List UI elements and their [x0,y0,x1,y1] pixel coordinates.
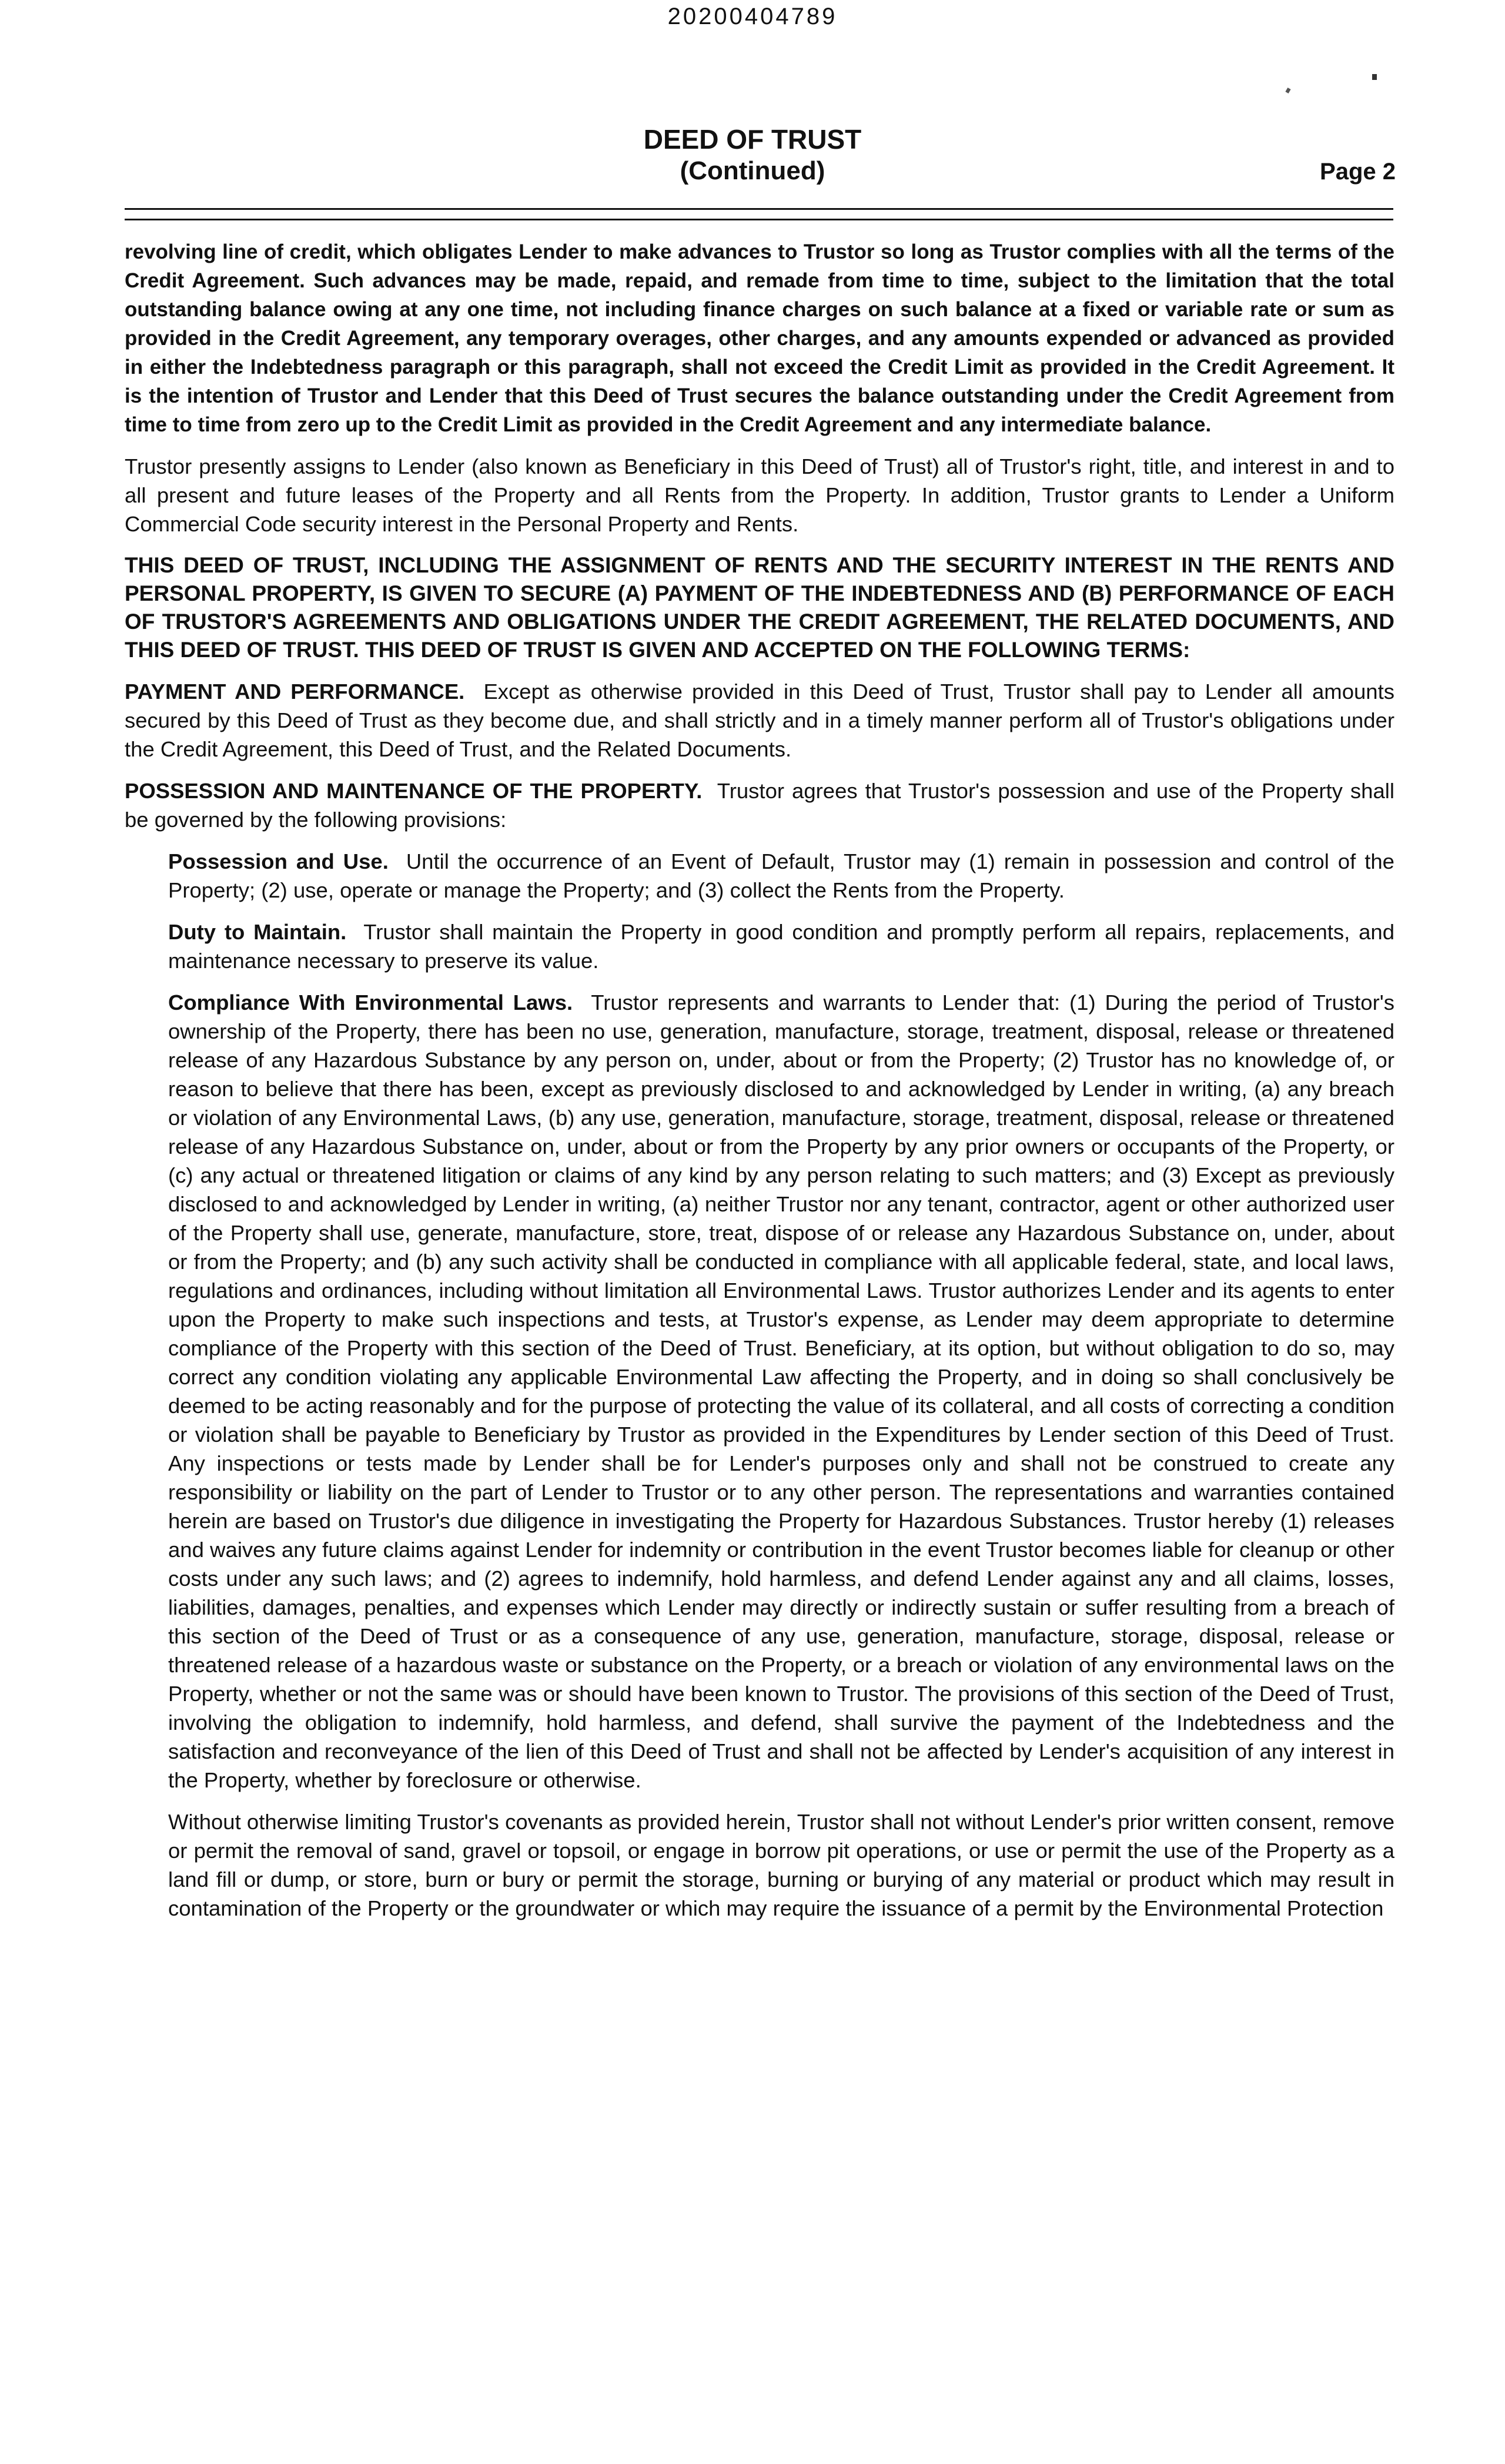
paragraph-duty-maintain [168,918,1394,975]
paragraph-payment-performance [125,677,1394,764]
paragraph-credit-line: revolving line of credit, which obligates Lender to make advances to Trustor so long as Trustor complies with all the terms of the Credit Agreement. Such advances may be made, repaid, and remade from time to time, subject to the limitation that the total outstanding balance owing at any one time, not including finance charges on such balance at a fixed or variable rate or sum as provided in the Credit Agreement, any temporary overages, other charges, and any amounts expended or advanced as provided in either the Indebtedness paragraph or this paragraph, shall not exceed the Credit Limit as provided in the Credit Agreement. It is the intention of Trustor and Lender that this Deed of Trust secures the balance outstanding under the Credit Agreement from time to time from zero up to the Credit Limit as provided in the Credit Agreement and any intermediate balance. [125,240,1394,436]
document-number: 20200404789 [667,4,838,29]
paragraph-security-statement: THIS DEED OF TRUST, INCLUDING THE ASSIGNMENT OF RENTS AND THE SECURITY INTEREST IN THE RENTS AND PERSONAL PROPERTY, IS GIVEN TO SECURE (A) PAYMENT OF THE INDEBTEDNESS AND (B) PERFORMANCE OF EACH OF TRUSTOR'S AGREEMENTS AND OBLIGATIONS UNDER THE CREDIT AGREEMENT, THE RELATED DOCUMENTS, AND THIS DEED OF TRUST. THIS DEED OF TRUST IS GIVEN AND ACCEPTED ON THE FOLLOWING TERMS: [125,553,1394,662]
paragraph-possession-maintenance [125,776,1394,834]
subsection-body: Trustor represents and warrants to Lender that: (1) During the period of Trustor's ownership of the Property, there has been no use, generation, manufacture, storage, treatment, disposal, release or threatened release of any Hazardous Substance by any person on, under, about or from the Property; (2) Trustor has no knowledge of, or reason to believe that there has been, except as previously disclosed to and acknowledged by Lender in writing, (a) any breach or violation of any Environmental Laws, (b) any use, generation, manufacture, storage, treatment, disposal, release or threatened release of any Hazardous Substance on, under, about or from the Property by any prior owners or occupants of the Property, or (c) any actual or threatened litigation or claims of any kind by any person relating to such matters; and (3) Except as previously disclosed to and acknowledged by Lender in writing, (a) neither Trustor nor any tenant, contractor, agent or other authorized user of the Property shall use, generate, manufacture, store, treat, dispose of or release any Hazardous Substance on, under, about or from the Property; and (b) any such activity shall be conducted in compliance with all applicable federal, state, and local laws, regulations and ordinances, including without limitation all Environmental Laws. Trustor authorizes Lender and its agents to enter upon the Property to make such inspections and tests, at Trustor's expense, as Lender may deem appropriate to determine compliance of the Property with this section of the Deed of Trust. Beneficiary, at its option, but without obligation to do so, may correct any condition violating any applicable Environmental Law affecting the Property, and in doing so shall conclusively be deemed to be acting reasonably and for the purpose of protecting the value of its collateral, and all costs of correcting a condition or violation shall be payable to Beneficiary by Trustor as provided in the Expenditures by Lender section of this Deed of Trust. Any inspections or tests made by Lender shall be for Lender's purposes only and shall not be construed to create any responsibility or liability on the part of Lender to Trustor or to any other person. The representations and warranties contained herein are based on Trustor's due diligence in investigating the Property for Hazardous Substances. Trustor hereby (1) releases and waives any future claims against Lender for indemnity or contribution in the event Trustor becomes liable for cleanup or other costs under any such laws; and (2) agrees to indemnify, hold harmless, and defend Lender against any and all claims, losses, liabilities, damages, penalties, and expenses which Lender may directly or indirectly sustain or suffer resulting from a breach of this section of the Deed of Trust or as a consequence of any use, generation, manufacture, storage, disposal, release or threatened release of a hazardous waste or substance on the Property, or a breach or violation of any environmental laws on the Property, whether or not the same was or should have been known to Trustor. The provisions of this section of the Deed of Trust, involving the obligation to indemnify, hold harmless, and defend, shall survive the payment of the Indebtedness and the satisfaction and reconveyance of the lien of this Deed of Trust and shall not be affected by Lender's acquisition of any interest in the Property, whether by foreclosure or otherwise. [168,990,1394,1792]
page-number: Page 2 [1320,159,1396,185]
header-rule [125,208,1393,210]
section-body: Except as otherwise provided in this Deed of Trust, Trustor shall pay to Lender all amounts secured by this Deed of Trust as they become due, and shall strictly and in a timely manner perform all of Trustor's obligations under the Credit Agreement, this Deed of Trust, and the Related Documents. [125,679,1394,761]
scan-speck [1285,88,1290,93]
header-rule [125,219,1393,220]
scan-speck [1372,74,1377,80]
subsection-body: Trustor shall maintain the Property in good condition and promptly perform all repairs, replacements, and maintenance necessary to preserve its value. [168,920,1395,973]
subsection-body: Until the occurrence of an Event of Default, Trustor may (1) remain in possession and control of the Property; (2) use, operate or manage the Property; and (3) collect the Rents from the Property. [168,849,1394,902]
paragraph-nuisance-waste: Without otherwise limiting Trustor's covenants as provided herein, Trustor shall not without Lender's prior written consent, remove or permit the removal of sand, gravel or topsoil, or engage in borrow pit operations, or use or permit the use of the Property as a land fill or dump, or store, burn or bury or permit the storage, burning or burying of any material or product which may result in contamination of the Property or the groundwater or which may require the issuance of a permit by the Environmental Protection [168,1810,1394,1920]
subsection-heading: Compliance With Environmental Laws. [168,990,573,1015]
document-subtitle: (Continued) [680,156,825,185]
paragraph-assignment: Trustor presently assigns to Lender (also known as Beneficiary in this Deed of Trust) all of Trustor's right, title, and interest in and to all present and future leases of the Property and all Rents from the Property. In addition, Trustor grants to Lender a Uniform Commercial Code security interest in the Personal Property and Rents. [125,454,1394,536]
paragraph-environmental-compliance [168,988,1394,1795]
paragraph-possession-use [168,847,1394,905]
document-title: DEED OF TRUST [643,124,862,155]
document-header [0,123,1505,187]
section-body: Trustor agrees that Trustor's possession and use of the Property shall be governed by the following provisions: [125,779,1394,832]
subsection-heading: Duty to Maintain. [168,920,347,944]
section-heading: PAYMENT AND PERFORMANCE. [125,679,465,704]
document-body [125,237,1394,1936]
section-heading: POSSESSION AND MAINTENANCE OF THE PROPERTY. [125,779,703,803]
subsection-heading: Possession and Use. [168,849,389,873]
